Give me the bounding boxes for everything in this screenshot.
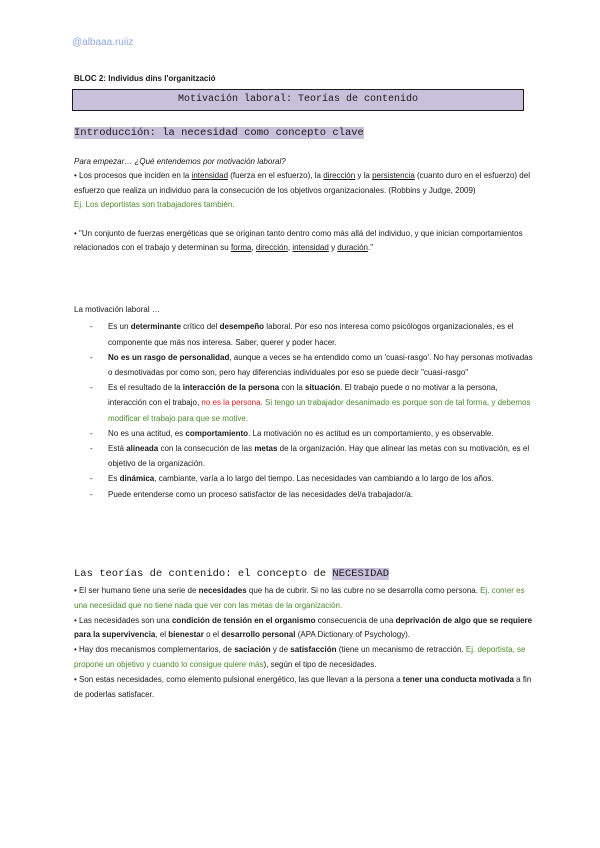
text-run: ), según el tipo de necesidades. [263, 659, 377, 669]
keyword-intensidad: intensidad [292, 243, 329, 253]
list-item [90, 426, 534, 441]
list-item [90, 487, 534, 502]
bold-run: condición de tensión en el organismo [171, 615, 316, 625]
section2-paragraph-3 [74, 643, 534, 673]
text-run: , el [155, 630, 169, 640]
text-run: . El trabajo puede o no motivar a la persona, interacción con el trabajo, [108, 383, 498, 408]
text-run: a fin de poderlas satisfacer. [74, 674, 532, 699]
list-item [90, 441, 534, 471]
section2-paragraph-1 [74, 584, 534, 614]
bold-run: situación [305, 383, 341, 393]
text-run: . La motivación no es actitud es un comportamiento, y es observable. [248, 428, 494, 438]
intro-paragraph-2 [74, 227, 534, 256]
section2-paragraph-2 [74, 614, 534, 644]
list-item [90, 471, 534, 486]
bold-run: desarrollo personal [221, 630, 296, 640]
text-run: (APA Dictionary of Psychology). [295, 630, 411, 640]
intro-question: Para empezar… ¿Qué entendemos por motivación laboral? [74, 157, 286, 166]
text-run: y [328, 243, 338, 253]
intro-paragraph-1 [74, 169, 534, 198]
list-item [90, 319, 534, 349]
text-run: Es un [108, 322, 131, 332]
bold-run: bienestar [168, 630, 204, 640]
list-intro: La motivación laboral … [74, 305, 160, 314]
intro-body [74, 155, 534, 255]
text-run: (cuanto duro en el esfuerzo) del esfuerzo que realiza un individuo para la consecución de los objetivos organizacionales. (Robbins y Judge, 2009) [74, 171, 530, 195]
text-run: laboral. Por eso nos interesa como psicólogos organizacionales, es el componente que más nos interesa. Saber, querer y poder hacer. [108, 322, 514, 347]
bold-run: tener una conducta motivada [402, 674, 514, 684]
bold-run: metas [254, 444, 278, 454]
text-run: • "Un conjunto de fuerzas energéticas que se originan tanto dentro como más allá del individuo, y que inician comportamientos relacionados con el trabajo y determinan su [74, 228, 523, 253]
bloc-title: Individus dins l'organització [106, 74, 216, 83]
text-run: , [251, 243, 256, 253]
document-title: Motivación laboral: Teorías de contenido [72, 89, 524, 111]
text-run: (tiene un mecanismo de retracción. [336, 645, 466, 655]
text-run: Es [108, 474, 120, 484]
list-item [90, 380, 534, 426]
green-note: Ej. deportista, se propone un objetivo y cuando lo consigue quiere más [74, 645, 526, 669]
intro-heading [74, 127, 364, 139]
bold-run: determinante [130, 322, 181, 332]
text-run: ." [367, 243, 374, 253]
text-run: , aunque a veces se ha entendido como un 'cuasi-rasgo'. No hay personas motivadas o desmotivadas por como son, pero hay diferencias individuales por eso se puede decir "cuasi-rasgo" [108, 352, 533, 378]
bloc-prefix: BLOC 2: [74, 74, 106, 83]
keyword-duracion: duración [337, 243, 368, 253]
bold-run: saciación [234, 645, 271, 655]
text-run: • El ser humano tiene una serie de [74, 586, 199, 595]
green-note: Ej. comer es una necesidad que no tiene nada que ver con las metas de la organización. [74, 586, 525, 610]
text-run: Está [108, 444, 127, 454]
text-run: que ha de cubrir. Si no las cubre no se desarrolla como persona. [246, 586, 481, 595]
section2-heading-highlight: NECESIDAD [332, 568, 390, 580]
keyword-direccion: dirección [255, 243, 288, 253]
text-run: , [287, 243, 293, 253]
text-run: No es una actitud, es [108, 428, 186, 438]
text-run: de la organización. Hay que alinear las metas con su motivación, es el objetivo de la organización. [108, 444, 530, 469]
bloc-header [74, 74, 215, 83]
section2-heading-text: Las teorías de contenido: el concepto de [74, 568, 333, 580]
bold-run: alineada [126, 444, 159, 454]
text-run: • Son estas necesidades, como elemento pulsional energético, las que llevan a la persona a [74, 674, 403, 684]
text-run: con la [279, 383, 305, 393]
section2-paragraph-4 [74, 673, 534, 703]
text-run: , cambiante, varía a lo largo del tiempo. Las necesidades van cambiando a lo largo de los años. [154, 474, 494, 484]
text-run: o el [203, 630, 222, 640]
motivation-list [90, 319, 534, 501]
intro-heading-text: Introducción: la necesidad como concepto clave [74, 127, 364, 139]
text-run: y la [355, 171, 373, 181]
bold-run: deprivación de algo que se requiere para la supervivencia [74, 615, 533, 640]
author-handle: @albaaa.ruiiz [72, 37, 134, 48]
section2-body [74, 584, 534, 702]
bold-run: No es un rasgo de personalidad [108, 352, 230, 362]
list-item [90, 350, 534, 380]
text-run: crítico del [180, 322, 220, 332]
text-run: • Las necesidades son una [74, 615, 172, 625]
keyword-persistencia: persistencia [372, 171, 415, 181]
text-run: y de [270, 645, 291, 655]
bold-run: interacción de la persona [182, 383, 280, 393]
red-note: no es la persona [201, 398, 261, 408]
intro-example: Ej. Los deportistas son trabajadores también. [74, 200, 235, 210]
bold-run: comportamiento [185, 428, 249, 438]
bold-run: satisfacción [290, 645, 337, 655]
text-run: con la consecución de las [158, 444, 255, 454]
section2-heading [74, 568, 389, 580]
keyword-intensidad: intensidad [191, 171, 229, 181]
text-run: (fuerza en el esfuerzo), la [228, 171, 324, 181]
green-note: . Si tengo un trabajador desanimado es porque son de tal forma, y debemos modificar el trabajo para que se motive. [108, 398, 531, 423]
text-run: Es el resultado de la [108, 383, 183, 393]
motivation-list-block [74, 303, 534, 502]
bold-run: dinámica [119, 474, 155, 484]
bold-run: necesidades [198, 586, 247, 595]
keyword-forma: forma [230, 243, 252, 253]
text-run: Puede entenderse como un proceso satisfactor de las necesidades del/a trabajador/a. [108, 489, 414, 499]
text-run: • Los procesos que inciden en la [74, 171, 192, 181]
text-run: consecuencia de una [315, 615, 396, 625]
text-run: • Hay dos mecanismos complementarios, de [74, 645, 235, 655]
keyword-direccion: dirección [323, 171, 356, 181]
bold-run: desempeño [219, 322, 265, 332]
